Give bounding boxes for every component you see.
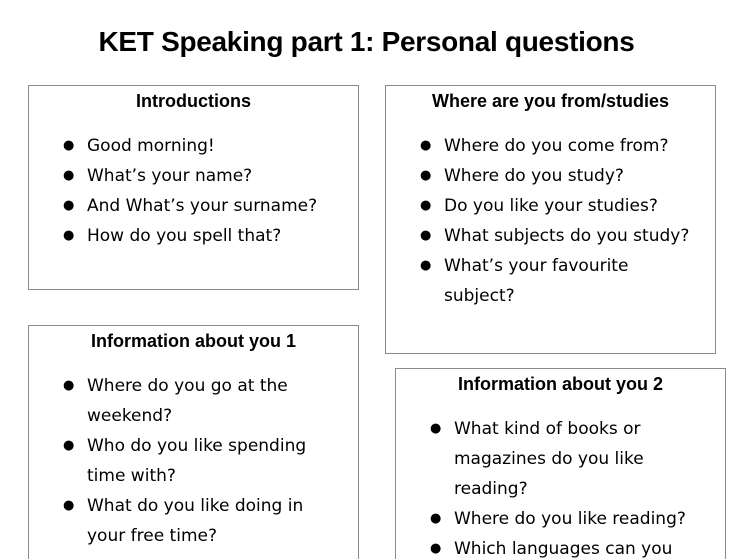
list-item: ● Good morning! <box>29 131 358 161</box>
list-item: ● Where do you study? <box>386 161 715 191</box>
info-about-you-2-box <box>395 368 726 559</box>
introductions-heading: Introductions <box>136 91 251 111</box>
info-about-you-1-heading: Information about you 1 <box>91 331 296 351</box>
info-about-you-2-heading: Information about you 2 <box>458 374 663 394</box>
bullet-icon: ● <box>420 198 432 213</box>
bullet-icon: ● <box>63 228 75 243</box>
bullet-icon: ● <box>420 228 432 243</box>
bullet-icon: ● <box>63 138 75 153</box>
bullet-icon: ● <box>430 511 442 526</box>
list-item: ● Which languages can you <box>396 534 725 559</box>
introductions-list <box>29 131 358 251</box>
list-item: ● Where do you come from? <box>386 131 715 161</box>
list-item: ● And What’s your surname? <box>29 191 358 221</box>
bullet-icon: ● <box>63 438 75 453</box>
bullet-icon: ● <box>420 258 432 273</box>
bullet-icon: ● <box>63 168 75 183</box>
bullet-icon: ● <box>420 138 432 153</box>
bullet-icon: ● <box>63 498 75 513</box>
where-from-heading: Where are you from/studies <box>431 91 670 111</box>
bullet-icon: ● <box>420 168 432 183</box>
list-item: ● Who do you like spending time with? <box>29 431 358 491</box>
info-about-you-1-box <box>28 325 359 559</box>
list-item: ● What do you like doing in your free time? <box>29 491 358 551</box>
bullet-icon: ● <box>430 541 442 556</box>
where-from-list <box>386 131 715 311</box>
list-item: ● How do you spell that? <box>29 221 358 251</box>
bullet-icon: ● <box>63 378 75 393</box>
info-about-you-2-list <box>396 414 725 559</box>
info-about-you-1-list <box>29 371 358 551</box>
bullet-icon: ● <box>63 198 75 213</box>
bullet-icon: ● <box>430 421 442 436</box>
list-item: ● Where do you go at the weekend? <box>29 371 358 431</box>
list-item: ● What kind of books or magazines do you like reading? <box>396 414 725 504</box>
page-title: KET Speaking part 1: Personal questions <box>98 26 635 57</box>
list-item: ● Where do you like reading? <box>396 504 725 534</box>
list-item: ● What subjects do you study? <box>386 221 715 251</box>
list-item: ● What’s your name? <box>29 161 358 191</box>
introductions-box <box>28 85 359 290</box>
where-from-box <box>385 85 716 354</box>
list-item: ● Do you like your studies? <box>386 191 715 221</box>
list-item: ● What’s your favourite subject? <box>386 251 715 311</box>
